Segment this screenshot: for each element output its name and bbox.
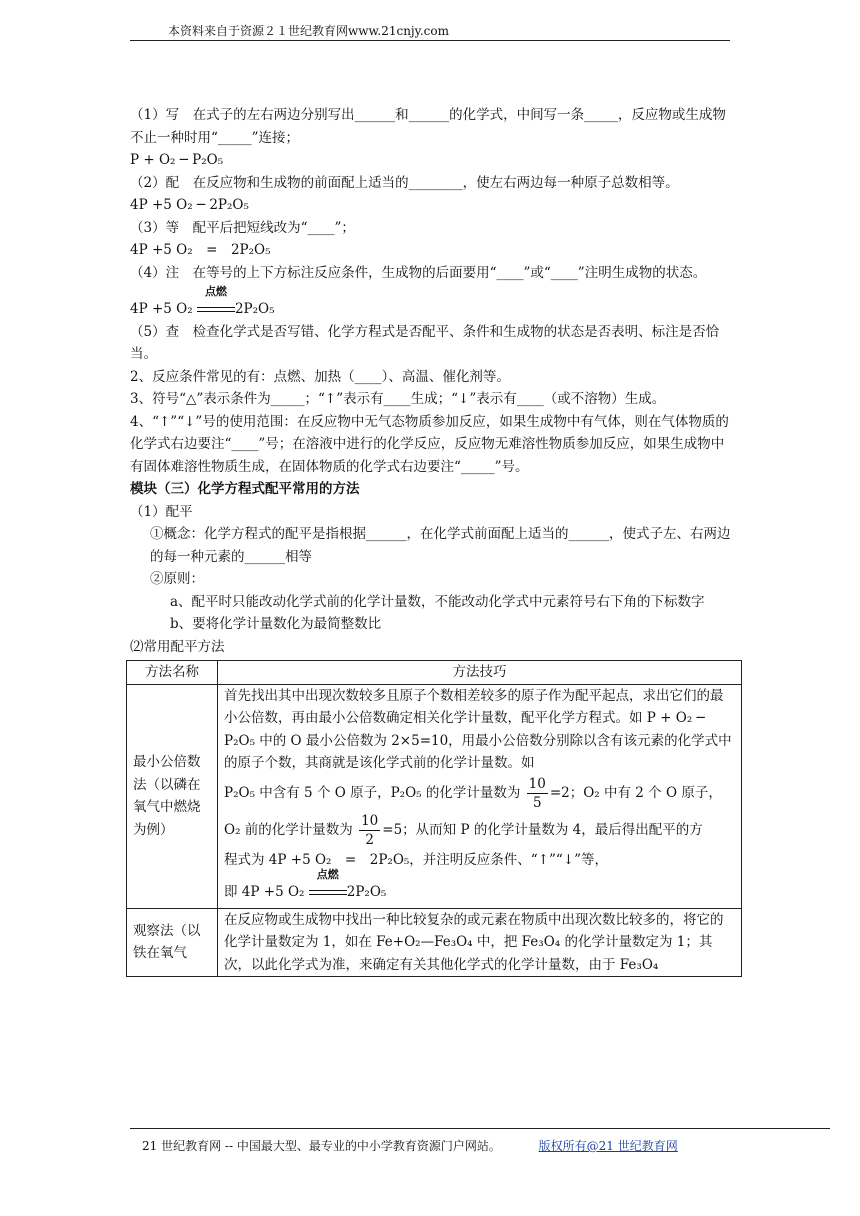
module-title: 模块（三）化学方程式配平常用的方法 [130,481,360,497]
step-equal: （3）等 配平后把短线改为“____”； [130,219,355,236]
balance-concept: ①概念：化学方程式的配平是指根据______，在化学式前面配上适当的______，使式子左、右两边的每一种元素的______相等 [150,526,731,565]
footer-text: 21 世纪教育网 -- 中国最大型、最专业的中小学教育资源门户网站。 [142,1139,501,1153]
reaction-arrow [197,285,235,321]
method-technique-cell: 首先找出其中出现次数较多且原子个数相差较多的原子作为配平起点，求出它们的最小公倍数，再由最小公倍数确定相关化学计量数，配平化学方程式。如 P + O₂ ─ P₂O₅ 中的 O 最小公倍数为 2×5=10，用最小公倍数分别除以含有该元素的化学式中的原子个数，其商就是该化学式前的化学计量数。如 P₂O₅ 中含有 5 个 O 原子，P₂O₅ 的化学计量数为 $\frac{10}{5}$ =2；O₂ 中有 2 个 O 原子， O₂ 前的化学计量数为 $\frac{10}{2}$ =5；从而知 P 的化学计量数为 4，最后得出配平的方 程式为 4P +5 O₂ = 2P₂O₅，并注明反应条件、“↑”“↓”等， 即 4P +5 O₂ 点燃 2P₂O₅ [218,684,742,908]
rule-a: a、配平时只能改动化学式前的化学计量数，不能改动化学式中元素符号右下角的下标数字 [170,593,705,610]
step-balance: （2）配 在反应物和生成物的前面配上适当的________，使左右两边每一种原子总数相等。 [130,174,679,191]
equation-balanced: 4P +5 O₂ ─ 2P₂O₅ [130,197,249,213]
item-arrow-usage: 4、“↑”“↓”号的使用范围：在反应物中无气态物质参加反应，如果生成物中有气体，则在气体物质的化学式右边要注“____”号；在溶液中进行的化学反应，反应物无难溶性物质参加反应，如果生成物中有固体难溶性物质生成，在固体物质的化学式右边要注“_____”号。 [130,413,729,475]
equation-with-condition: 4P +5 O₂ 点燃 2P₂O₅ [130,298,732,321]
step-write: （1）写 在式子的左右两边分别写出______和______的化学式，中间写一条_____，反应物或生成物不止一种时用“_____”连接； [130,107,726,146]
methods-table [126,660,742,977]
copyright-link[interactable]: 版权所有@21 世纪教育网 [538,1139,678,1153]
condition-label: 点燃 [204,285,227,298]
condition-label: 点燃 [316,868,339,881]
fraction: $\frac{10}{5}$ [528,775,546,811]
balance-heading: （1）配平 [130,503,193,520]
reaction-arrow [309,868,347,904]
item-conditions: 2、反应条件常见的有：点燃、加热（____）、高温、催化剂等。 [130,368,510,385]
balance-principle: ②原则： [150,571,204,587]
page-header [130,22,730,41]
table-row [127,908,742,977]
equation-unbalanced: P + O₂ ─ P₂O₅ [130,152,224,168]
header-text: 本资料来自于资源２１世纪教育网www.21cnjy.com [168,24,449,38]
item-symbols: 3、符号“△”表示条件为_____；“↑”表示有____生成；“↓”表示有____（或不溶物）生成。 [130,391,666,407]
method-name-cell: 最小公倍数法（以磷在氧气中燃烧为例） [127,684,218,908]
methods-title: ⑵常用配平方法 [130,638,225,655]
step-check: （5）查 检查化学式是否写错、化学方程式是否配平、条件和生成物的状态是否表明、标注是否恰当。 [130,323,720,362]
document-body [130,104,732,977]
equation-equal: 4P +5 O₂ = 2P₂O₅ [130,242,271,258]
rule-b: b、要将化学计量数化为最简整数比 [170,616,382,632]
step-annotate: （4）注 在等号的上下方标注反应条件，生成物的后面要用“____”或“____”注明生成物的状态。 [130,264,707,281]
table-header-row [127,661,742,685]
table-row [127,684,742,908]
method-technique-cell: 在反应物或生成物中找出一种比较复杂的或元素在物质中出现次数比较多的，将它的化学计量数定为 1，如在 Fe+O₂—Fe₃O₄ 中，把 Fe₃O₄ 的化学计量数定为 1；其次，以此化学式为准，来确定有关其他化学式的化学计量数，由于 Fe₃O₄ [218,908,742,977]
fraction: $\frac{10}{2}$ [361,812,379,848]
header-method-name: 方法名称 [127,661,218,685]
method-name-cell: 观察法（以铁在氧气 [127,908,218,977]
page-footer [130,1128,830,1154]
header-method-technique: 方法技巧 [218,661,742,685]
